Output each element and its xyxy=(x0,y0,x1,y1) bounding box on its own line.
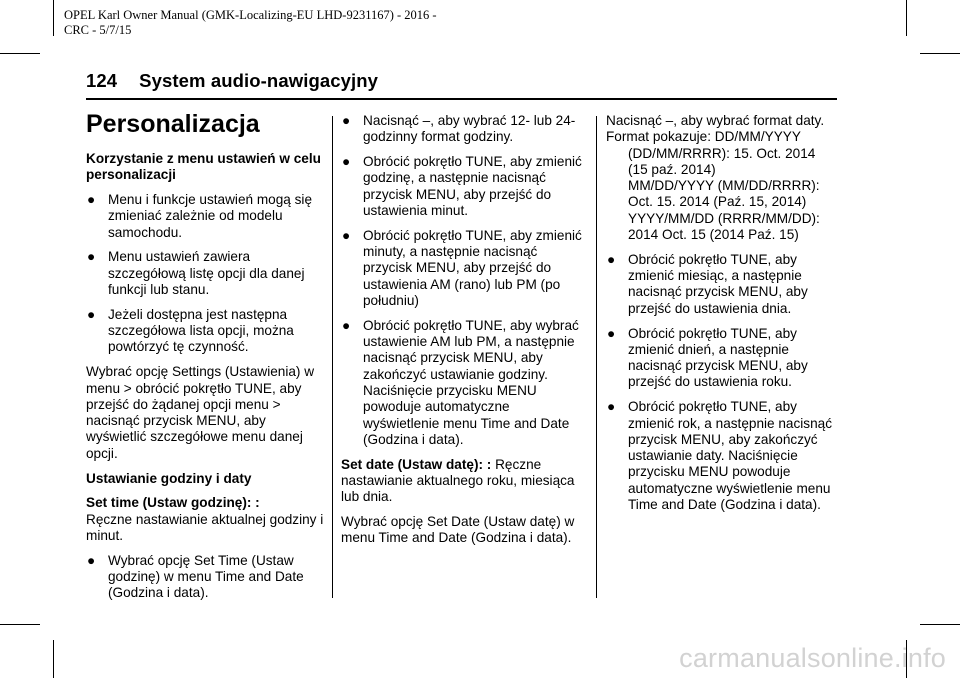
bullet-icon: ● xyxy=(342,227,351,243)
bullet-item: ● Obrócić pokrętło TUNE, aby zmienić godzinę, a następnie nacisnąć przycisk MENU, aby przejść do ustawienia minut. xyxy=(342,154,582,218)
format-line: Oct. 15. 2014 (Paź. 15, 2014) xyxy=(628,194,807,210)
bullet-item: ● Obrócić pokrętło TUNE, aby zmienić miesiąc, a następnie nacisnąć przycisk MENU, aby przejść do ustawienia dnia. xyxy=(607,251,808,316)
crop-mark xyxy=(920,53,960,54)
bullet-icon: ● xyxy=(607,399,616,415)
bullet-item: ● Obrócić pokrętło TUNE, aby zmienić minuty, a następnie nacisnąć przycisk MENU, aby przejść do ustawienia AM (rano) lub PM (po południu) xyxy=(342,227,582,308)
format-line: 2014 Oct. 15 (2014 Paź. 15) xyxy=(628,227,799,243)
bullet-item: ● Obrócić pokrętło TUNE, aby wybrać ustawienie AM lub PM, a następnie nacisnąć przycisk MENU, aby zakończyć ustawianie godziny. Naciśnięcie przycisku MENU powoduje automatyczne wyświetlenie menu Time and Date (Godzina i data). xyxy=(342,317,579,447)
bullet-item: ● Menu ustawień zawiera szczegółową listę opcji dla danej funkcji lub stanu. xyxy=(87,249,305,298)
column-3 xyxy=(606,113,846,522)
page-heading xyxy=(86,70,378,92)
column-1 xyxy=(86,109,324,610)
format-label: Format pokazuje: DD/MM/YYYY xyxy=(606,129,801,145)
bullet-item: ● Obrócić pokrętło TUNE, aby zmienić dnień, a następnie nacisnąć przycisk MENU, aby przejść do ustawienia roku. xyxy=(607,325,808,390)
date-format-line: Nacisnąć –, aby wybrać format daty. xyxy=(606,113,825,128)
crop-mark xyxy=(53,640,54,678)
crop-mark xyxy=(0,624,40,625)
crop-mark xyxy=(53,0,54,36)
running-header xyxy=(64,8,437,38)
bullet-icon: ● xyxy=(342,154,351,170)
format-line: (DD/MM/RRRR): 15. Oct. 2014 xyxy=(628,145,816,161)
set-date-text: Ręczne nastawianie aktualnego roku, miesiąca lub dnia. xyxy=(341,456,575,505)
bullet-icon: ● xyxy=(342,317,351,333)
bullet-icon: ● xyxy=(342,113,351,128)
paragraph: Wybrać opcję Set Date (Ustaw datę) w menu Time and Date (Godzina i data). xyxy=(341,514,575,546)
crop-mark xyxy=(0,53,40,54)
bullet-item: ● Jeżeli dostępna jest następna szczegółowa lista opcji, można powtórzyć tę czynność. xyxy=(87,306,294,355)
bullet-icon: ● xyxy=(87,306,96,322)
crop-mark xyxy=(906,0,907,36)
bullet-item: ● Nacisnąć –, aby wybrać 12- lub 24-godzinny format godziny. xyxy=(342,113,576,145)
set-date-paragraph xyxy=(341,457,586,506)
section-title: System audio-nawigacyjny xyxy=(139,70,379,91)
page-title: Personalizacja xyxy=(86,110,260,138)
bullet-item: ● Obrócić pokrętło TUNE, aby zmienić rok, a następnie nacisnąć przycisk MENU, aby zakończyć ustawianie daty. Naciśnięcie przycisku MENU powoduje automatyczne wyświetlenie menu Time and Date (Godzina i data). xyxy=(607,399,833,513)
format-line: MM/DD/YYYY (MM/DD/RRRR): xyxy=(628,178,820,194)
set-date-label: Set date (Ustaw datę): : xyxy=(341,456,492,472)
header-line-2: CRC - 5/7/15 xyxy=(64,23,132,37)
header-rule xyxy=(86,98,837,100)
page-number: 124 xyxy=(86,70,118,91)
set-time-paragraph xyxy=(86,495,324,544)
set-time-label: Set time (Ustaw godzinę): : xyxy=(86,495,260,511)
bullet-item: ● Wybrać opcję Set Time (Ustaw godzinę) w menu Time and Date (Godzina i data). xyxy=(87,552,304,601)
bullet-icon: ● xyxy=(607,325,616,341)
bullet-icon: ● xyxy=(87,192,96,208)
bullet-icon: ● xyxy=(607,251,616,267)
watermark-logo[interactable]: carmanualsonline.info xyxy=(679,643,946,673)
column-divider xyxy=(332,116,333,598)
column-2 xyxy=(341,113,586,555)
bullet-icon: ● xyxy=(87,249,96,265)
subheading-time-date: Ustawianie godziny i daty xyxy=(86,470,252,486)
header-line-1: OPEL Karl Owner Manual (GMK-Localizing-EU LHD-9231167) - 2016 - xyxy=(64,8,437,22)
set-time-text: Ręczne nastawianie aktualnej godziny i minut. xyxy=(86,511,324,543)
format-list xyxy=(606,146,846,244)
column-divider xyxy=(596,116,597,598)
paragraph: Wybrać opcję Settings (Ustawienia) w menu > obrócić pokrętło TUNE, aby przejść do żądanej opcji menu > nacisnąć przycisk MENU, aby wyświetlić szczegółowe menu danej opcji. xyxy=(86,364,315,461)
subheading: Korzystanie z menu ustawień w celu personalizacji xyxy=(86,151,321,183)
crop-mark xyxy=(920,624,960,625)
bullet-icon: ● xyxy=(87,552,96,568)
format-line: (15 paź. 2014) xyxy=(628,161,716,177)
bullet-item: ● Menu i funkcje ustawień mogą się zmieniać zależnie od modelu samochodu. xyxy=(87,192,313,240)
format-line: YYYY/MM/DD (RRRR/MM/DD): xyxy=(628,210,820,226)
